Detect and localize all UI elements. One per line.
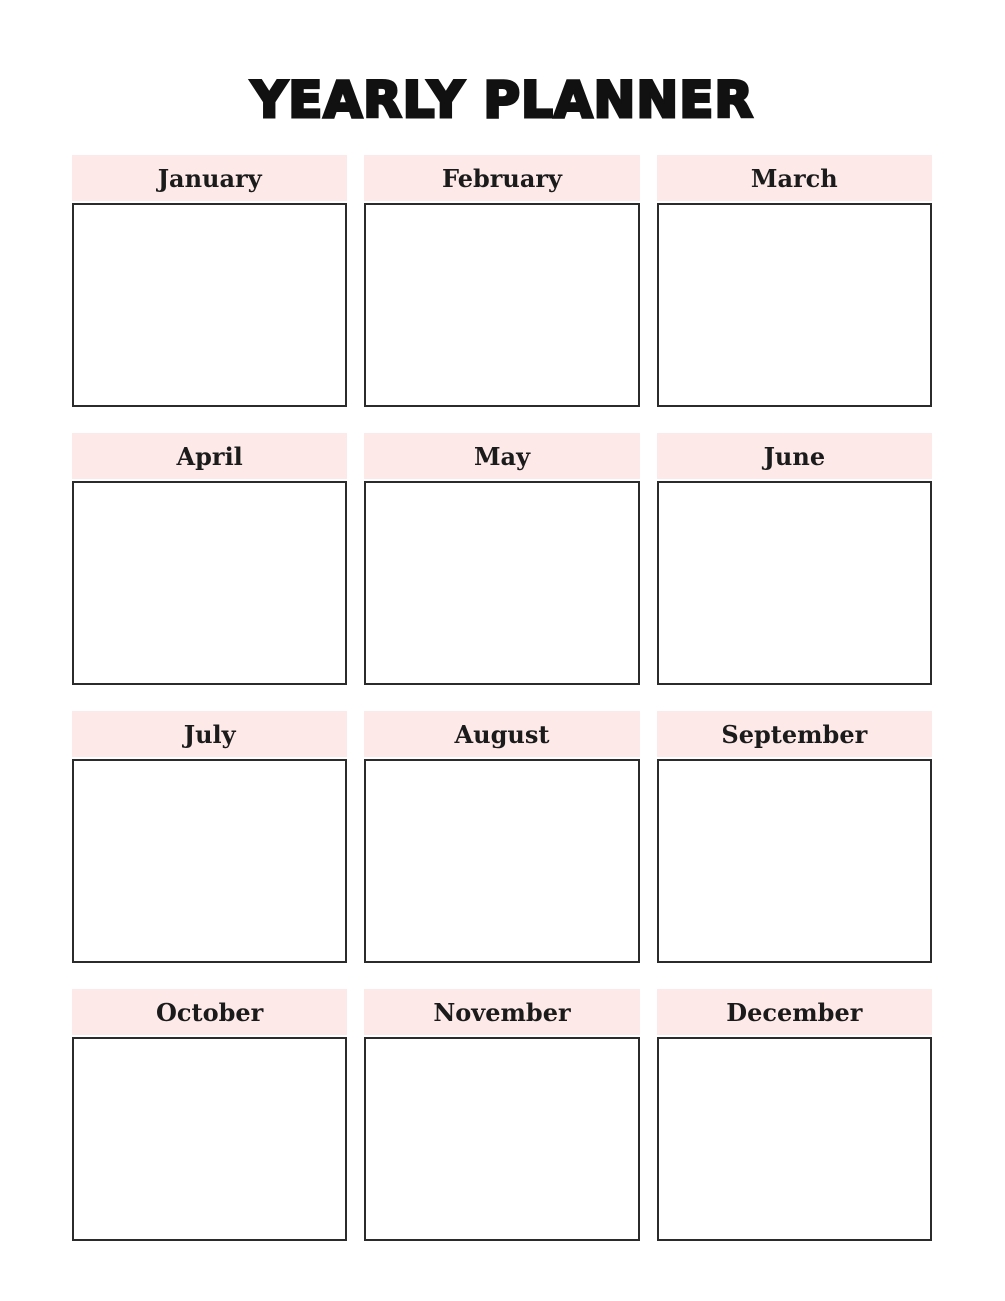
month-card-february <box>364 155 639 407</box>
month-card-october <box>72 989 347 1241</box>
month-notes-march <box>657 203 932 407</box>
month-notes-december <box>657 1037 932 1241</box>
month-header-december <box>657 989 932 1035</box>
month-notes-june <box>657 481 932 685</box>
month-label-december: December <box>726 997 863 1027</box>
month-label-february: February <box>441 163 562 193</box>
month-header-may <box>364 433 639 479</box>
month-notes-november <box>364 1037 639 1241</box>
month-label-august: August <box>454 719 550 749</box>
month-notes-february <box>364 203 639 407</box>
month-notes-august <box>364 759 639 963</box>
month-card-september <box>657 711 932 963</box>
month-header-august <box>364 711 639 757</box>
month-label-april: April <box>176 441 243 471</box>
month-header-july <box>72 711 347 757</box>
month-card-august <box>364 711 639 963</box>
month-header-february <box>364 155 639 201</box>
month-header-november <box>364 989 639 1035</box>
month-notes-september <box>657 759 932 963</box>
month-card-november <box>364 989 639 1241</box>
months-grid <box>72 155 932 1241</box>
month-header-april <box>72 433 347 479</box>
month-header-march <box>657 155 932 201</box>
month-header-october <box>72 989 347 1035</box>
month-notes-october <box>72 1037 347 1241</box>
month-card-january <box>72 155 347 407</box>
month-label-june: June <box>763 441 826 471</box>
month-label-november: November <box>433 997 571 1027</box>
month-header-january <box>72 155 347 201</box>
month-label-september: September <box>721 719 868 749</box>
month-label-may: May <box>473 441 531 471</box>
month-card-march <box>657 155 932 407</box>
month-card-june <box>657 433 932 685</box>
month-card-december <box>657 989 932 1241</box>
month-label-march: March <box>750 163 838 193</box>
month-notes-may <box>364 481 639 685</box>
month-label-january: January <box>157 163 262 193</box>
month-notes-january <box>72 203 347 407</box>
month-notes-july <box>72 759 347 963</box>
month-label-july: July <box>183 719 236 749</box>
month-notes-april <box>72 481 347 685</box>
month-card-may <box>364 433 639 685</box>
month-card-april <box>72 433 347 685</box>
page-title: YEARLY PLANNER <box>251 71 754 129</box>
month-card-july <box>72 711 347 963</box>
month-header-june <box>657 433 932 479</box>
month-header-september <box>657 711 932 757</box>
month-label-october: October <box>156 997 264 1027</box>
